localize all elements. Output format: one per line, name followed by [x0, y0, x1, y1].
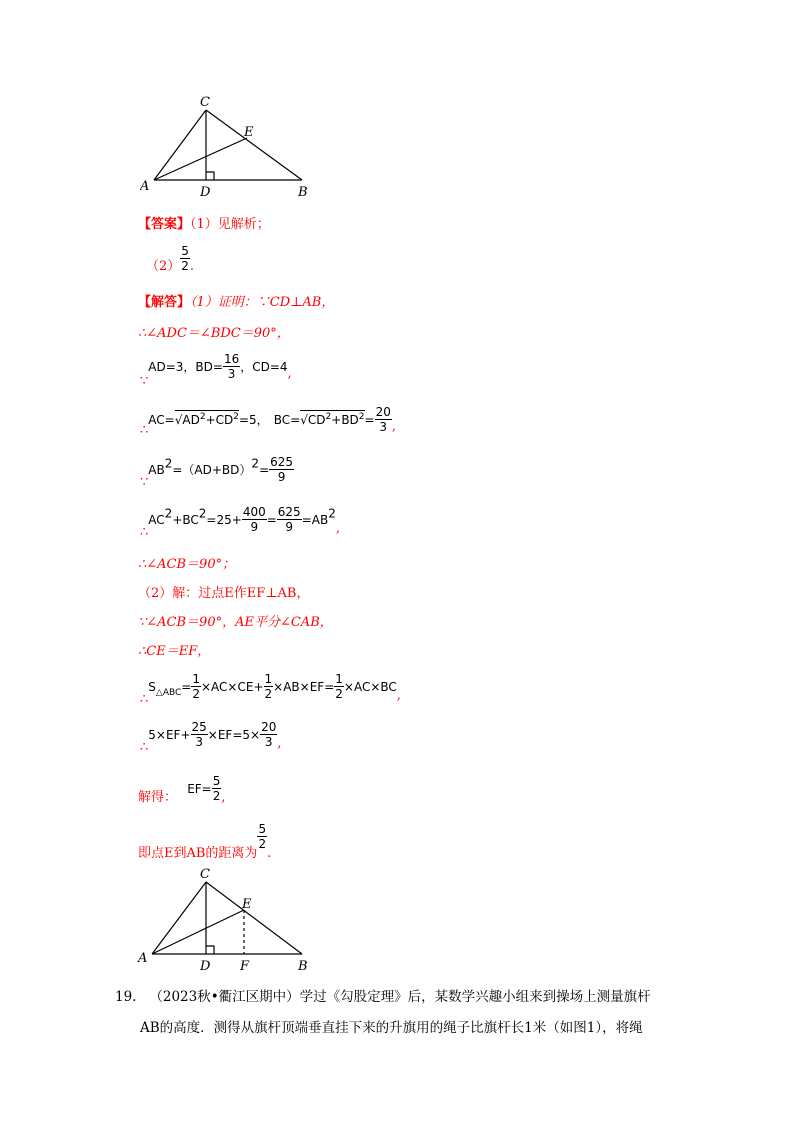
solution-line-1 — [138, 295, 334, 311]
bisector-ae — [154, 138, 247, 180]
label-e-2: E — [242, 897, 252, 912]
label-b: B — [298, 185, 308, 200]
answer-fraction — [180, 244, 190, 273]
eq6-part-a: AC — [148, 513, 165, 527]
question-line-1: （2023秋•衢江区期中）学过《勾股定理》后，某数学兴趣小组来到操场上测量旗杆 — [149, 989, 651, 1005]
side-cb — [206, 110, 302, 180]
eq3-end: , — [287, 366, 292, 381]
solution-line-12 — [140, 720, 282, 755]
solution-line-13 — [138, 774, 226, 803]
eq11-term-3: ×AC×BC — [343, 680, 397, 694]
therefore-symbol-2: ∴ — [140, 525, 149, 540]
eq11-num-2: 1 — [264, 672, 273, 686]
eq5-part-a: AB — [148, 463, 165, 477]
eq5-part-b: =（AD+BD） — [172, 463, 252, 477]
eq5-num: 625 — [270, 455, 294, 469]
eq4-rad-4: CD — [307, 413, 326, 427]
eq6-den-1: 9 — [250, 520, 259, 534]
label-e: E — [244, 125, 254, 140]
solve-label: 解得： — [138, 790, 178, 805]
question-number: 19. — [115, 989, 137, 1005]
eq4-rad-5: +BD — [331, 413, 359, 427]
eq12-den-1: 3 — [195, 735, 203, 749]
label-d: D — [200, 185, 211, 200]
answer-line-2 — [146, 244, 194, 275]
right-angle-mark-2 — [206, 946, 214, 954]
because-symbol: ∵ — [140, 374, 149, 389]
eq6-part-d: = — [266, 513, 277, 527]
answer-numerator: 5 — [181, 244, 189, 258]
eq6-part-c: =25+ — [206, 513, 242, 527]
eq12-num-2: 20 — [261, 720, 277, 734]
eq3-part-b: ，CD=4 — [240, 360, 288, 374]
eq13-num: 5 — [212, 774, 221, 788]
eq11-den-2: 2 — [264, 687, 273, 701]
therefore-symbol-4: ∴ — [140, 740, 149, 755]
answer-line-1 — [138, 217, 270, 233]
solution-text-9: ∵∠ACB＝90°，AE平分∠CAB， — [138, 615, 333, 630]
solution-line-8 — [138, 586, 309, 602]
eq12-den-2: 3 — [264, 735, 273, 749]
solution-line-14 — [138, 822, 272, 861]
eq14-den: 2 — [258, 837, 267, 851]
solution-line-9 — [138, 615, 333, 631]
eq11-term-2: ×AB×EF= — [273, 680, 335, 694]
label-c: C — [200, 95, 210, 110]
answer-part-2-prefix: （2） — [146, 259, 181, 274]
eq6-part-e: =AB — [301, 513, 329, 527]
solution-text-1: （1）证明：∵CD⊥AB， — [190, 295, 335, 310]
label-a-2: A — [138, 951, 148, 966]
eq3-num: 16 — [223, 352, 240, 366]
question-line-2: AB的高度．测得从旗杆顶端垂直挂下来的升旗用的绳子比旗杆长1米（如图1），将绳 — [140, 1020, 643, 1036]
label-b-2: B — [298, 959, 308, 974]
eq14-num: 5 — [258, 822, 267, 836]
eq4-rad-2: +CD — [205, 413, 234, 427]
eq6-num-2: 625 — [277, 505, 301, 519]
triangle-figure-2 — [136, 862, 321, 974]
eq11-den-1: 2 — [192, 687, 200, 701]
eq11-eq: = — [181, 680, 192, 694]
conclusion-text: 即点E到AB的距离为 — [138, 846, 258, 861]
answer-part-1: （1）见解析； — [190, 217, 270, 232]
eq6-den-2: 9 — [285, 520, 294, 534]
eq4-part-a: AC= — [148, 413, 175, 427]
because-symbol-2: ∵ — [140, 475, 149, 490]
eq5-part-c: = — [259, 463, 270, 477]
eq11-num-1: 1 — [192, 672, 200, 686]
eq4-rad-1: AD — [182, 413, 200, 427]
solution-line-11 — [140, 672, 401, 707]
therefore-symbol: ∴ — [140, 423, 149, 438]
eq4-num: 20 — [375, 405, 391, 419]
question-19-line-2 — [140, 1017, 643, 1039]
solution-line-5: $_\because AB^2=(AD+BD)^2=$ $\frac{625}{9}$ — [140, 455, 294, 490]
solution-line-6: $_\therefore AC^2+BC^2=25+$ $\frac{400}{9}$ = $\frac{625}{9}$ $=AB^2_,$ — [140, 505, 340, 540]
eq11-term-1: ×AC×CE+ — [201, 680, 264, 694]
solution-line-4: $_\therefore AC=√AD^2+CD^2=5$， $BC=√CD^2+BD^2=$ $\frac{20}{3}$ $_,$ — [140, 405, 397, 438]
side-ac-2 — [152, 882, 206, 954]
label-a: A — [140, 179, 150, 194]
solution-line-7 — [138, 557, 235, 573]
solution-text-10: ∴CE＝EF， — [138, 644, 211, 659]
eq5-den: 9 — [277, 470, 286, 484]
solution-label: 【解答】 — [138, 295, 191, 310]
eq12-part-b: ×EF=5× — [207, 728, 261, 742]
solution-text-2: ∴∠ADC＝∠BDC＝90°， — [138, 326, 290, 341]
solution-line-3 — [140, 352, 292, 389]
solution-line-10 — [138, 644, 210, 660]
solution-text-8: （2）解：过点E作EF⊥AB， — [138, 586, 310, 601]
bisector-ae-2 — [152, 910, 244, 954]
answer-suffix: . — [189, 259, 195, 274]
eq3-den: 3 — [227, 367, 236, 381]
eq4-part-b: BC= — [273, 413, 301, 427]
label-f-2: F — [240, 959, 250, 974]
eq12-part-a: 5×EF+ — [148, 728, 191, 742]
answer-denominator: 2 — [181, 259, 189, 273]
side-ac — [154, 110, 206, 180]
eq13-end: , — [221, 790, 226, 805]
eq4-den: 3 — [379, 420, 388, 434]
eq11-end: , — [396, 688, 401, 703]
eq11-den-3: 2 — [335, 687, 343, 701]
eq6-part-b: +BC — [172, 513, 199, 527]
solution-text-7: ∴∠ACB＝90°； — [138, 557, 236, 572]
eq13-part-a: EF= — [187, 782, 212, 796]
right-angle-mark — [206, 172, 214, 180]
label-d-2: D — [200, 959, 211, 974]
eq11-s: S — [148, 680, 156, 694]
label-c-2: C — [200, 867, 210, 882]
eq6-num-1: 400 — [242, 505, 266, 519]
answer-label: 【答案】 — [138, 217, 191, 232]
eq4-part-c: = — [364, 413, 375, 427]
side-cb-2 — [206, 882, 302, 954]
therefore-symbol-3: ∴ — [140, 692, 149, 707]
solution-line-2 — [138, 326, 290, 342]
eq11-num-3: 1 — [335, 672, 343, 686]
eq3-part-a: AD=3，BD= — [148, 360, 223, 374]
eq13-den: 2 — [212, 789, 221, 803]
eq14-end: . — [267, 846, 272, 861]
eq12-num-1: 25 — [191, 720, 207, 734]
question-19 — [115, 986, 651, 1008]
eq12-end: , — [277, 736, 282, 751]
eq4-end: , — [391, 419, 397, 434]
eq11-sub: △ABC — [155, 688, 182, 699]
eq6-end: , — [335, 521, 340, 536]
triangle-figure-1 — [140, 92, 315, 202]
eq4-rad-3: =5， — [238, 413, 269, 427]
